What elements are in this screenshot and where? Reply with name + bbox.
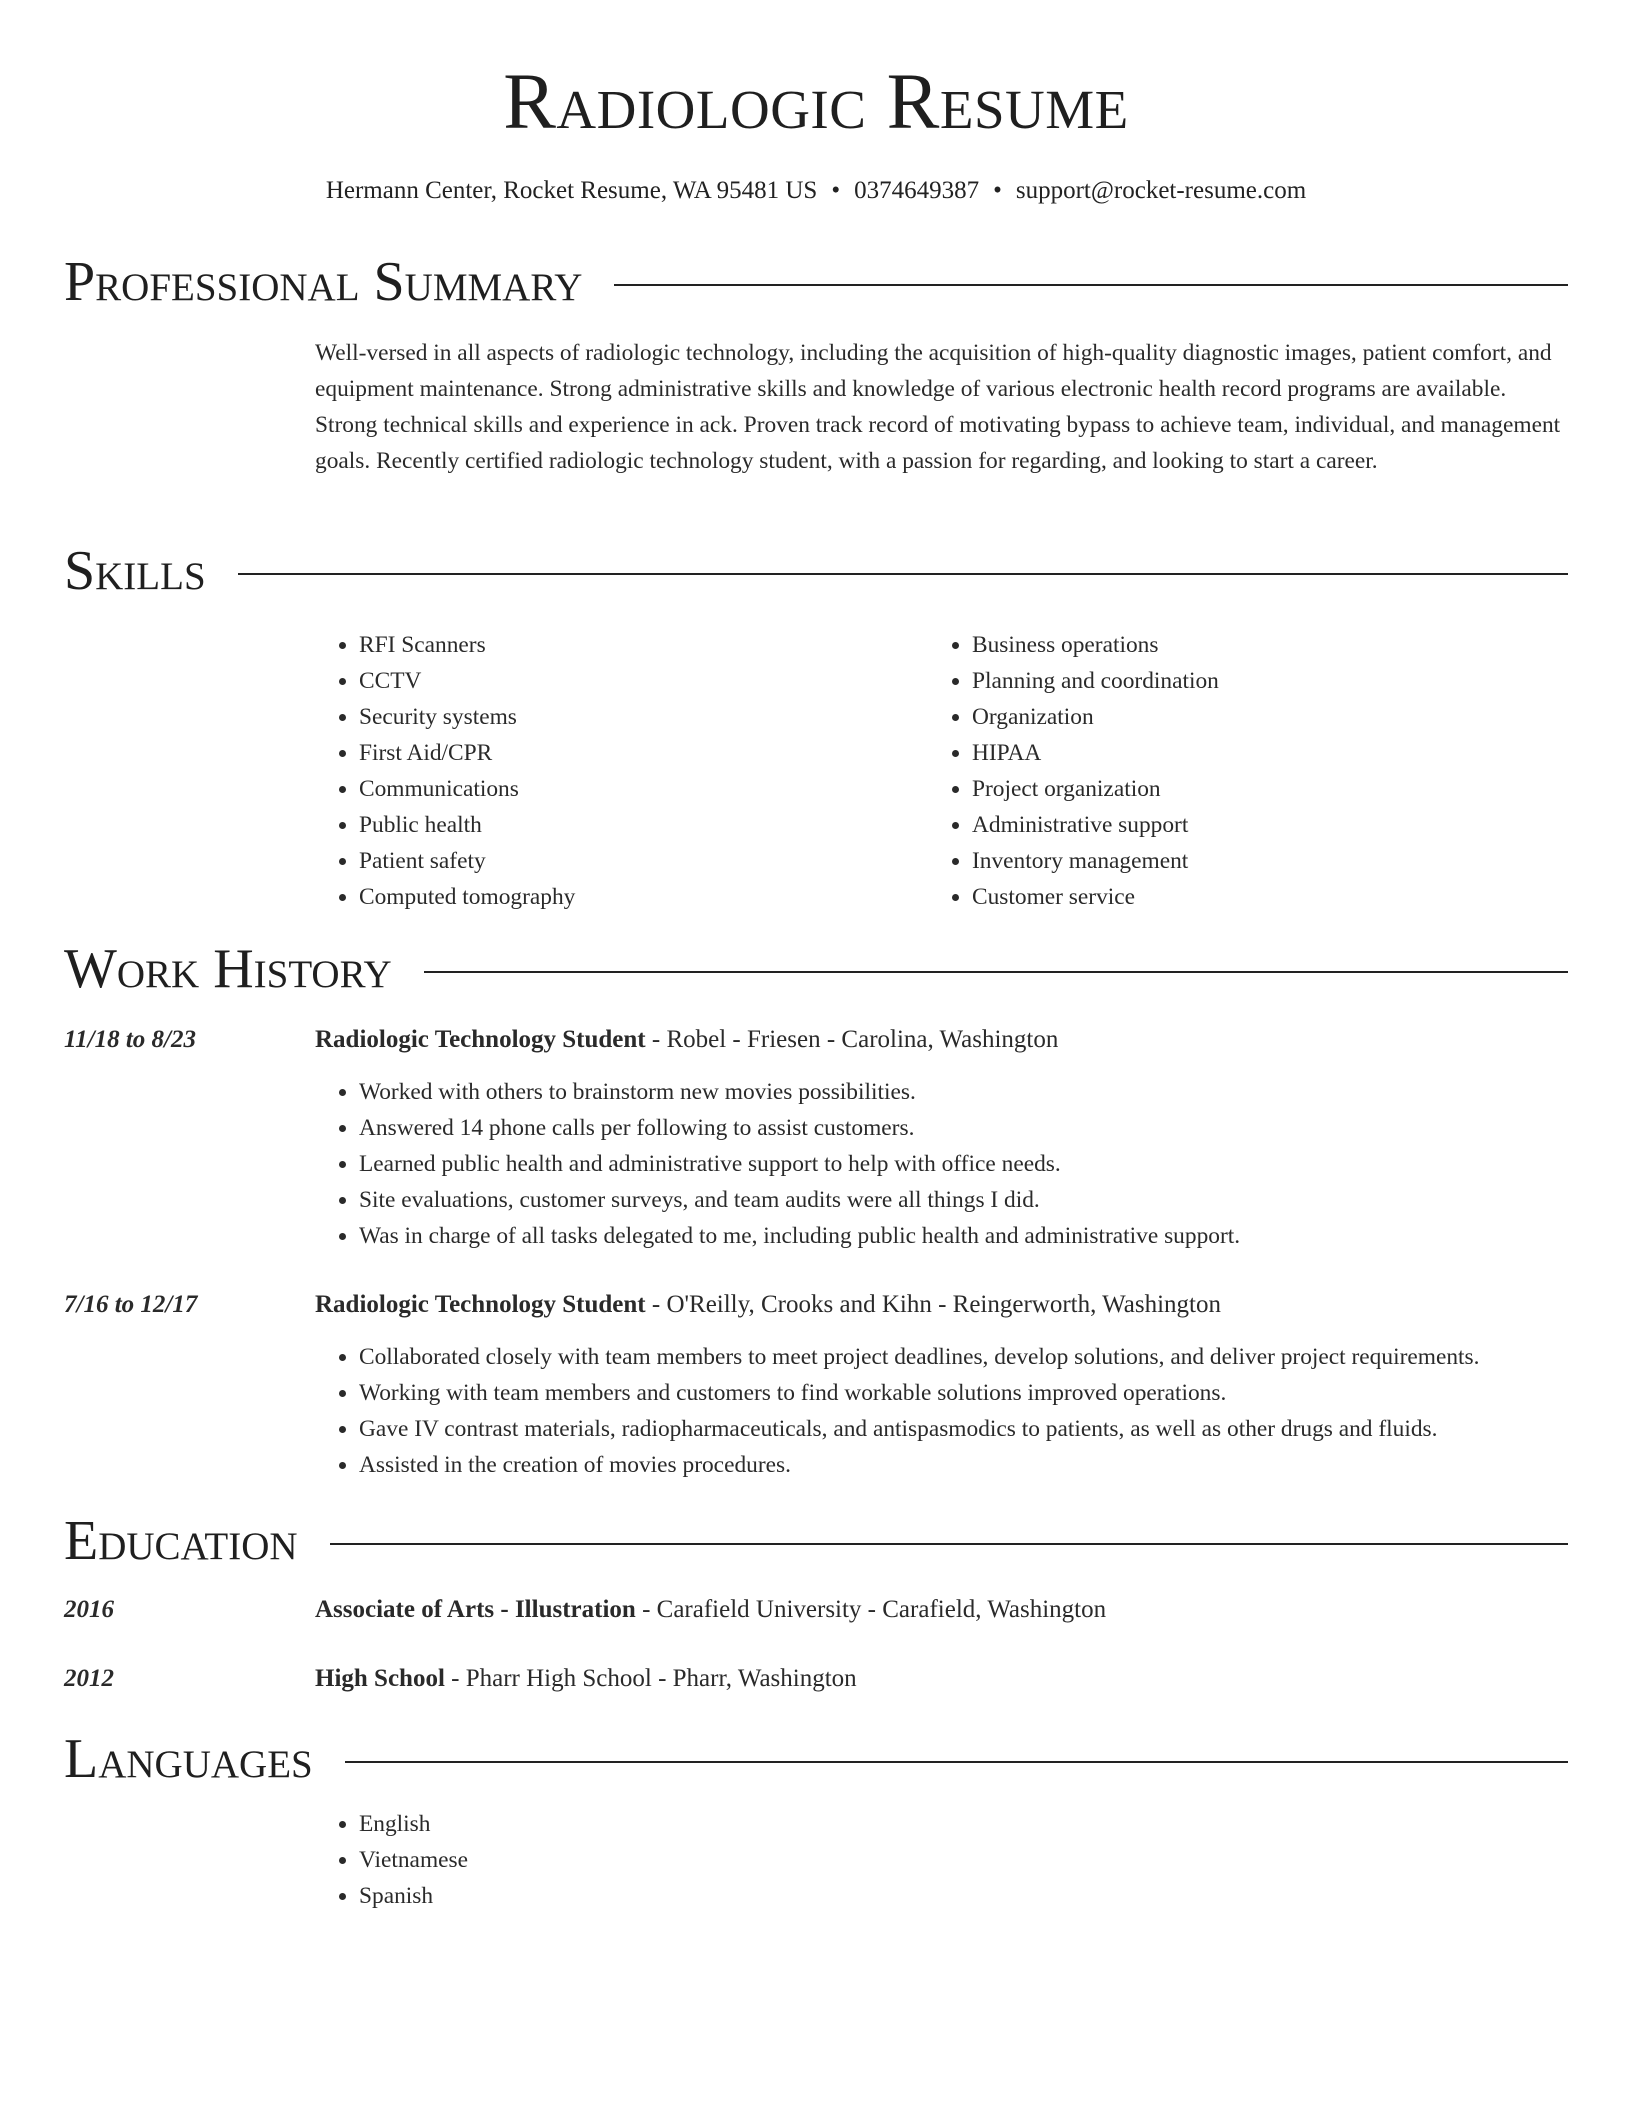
- section-header-summary: [64, 250, 1568, 314]
- skill-item: • Project organization: [972, 771, 1528, 807]
- language-item: • Vietnamese: [359, 1842, 1568, 1878]
- work-duties-list: [315, 1074, 1568, 1254]
- skill-item: • RFI Scanners: [359, 627, 915, 663]
- work-duty-item: • Working with team members and customers to find workable solutions improved operations.: [359, 1375, 1568, 1411]
- work-job-title: Radiologic Technology Student: [315, 1026, 646, 1053]
- work-duty-item: • Gave IV contrast materials, radiopharmaceuticals, and antispasmodics to patients, as well as other drugs and fluids.: [359, 1411, 1568, 1447]
- work-duty-item: • Worked with others to brainstorm new movies possibilities.: [359, 1074, 1568, 1110]
- skill-item: • Customer service: [972, 879, 1528, 915]
- contact-separator: •: [993, 177, 1002, 204]
- section-title-summary: Professional Summary: [64, 251, 583, 313]
- contact-email: support@rocket-resume.com: [1015, 177, 1307, 204]
- skill-item: • Planning and coordination: [972, 663, 1528, 699]
- skill-item: • Patient safety: [359, 843, 915, 879]
- skill-item: • Communications: [359, 771, 915, 807]
- section-divider: [330, 1543, 1568, 1545]
- section-divider: [614, 284, 1568, 286]
- work-title-line: [315, 1287, 1568, 1323]
- work-duties-list: [315, 1339, 1568, 1483]
- education-degree: Associate of Arts - Illustration: [315, 1596, 636, 1623]
- section-header-education: [64, 1509, 1568, 1573]
- work-dates: 7/16 to 12/17: [64, 1291, 198, 1318]
- skill-item: • Inventory management: [972, 843, 1528, 879]
- skill-item: • CCTV: [359, 663, 915, 699]
- education-school: - Pharr High School - Pharr, Washington: [444, 1665, 857, 1692]
- contact-phone: 0374649387: [854, 177, 980, 204]
- work-duty-item: • Site evaluations, customer surveys, and team audits were all things I did.: [359, 1182, 1568, 1218]
- skill-item: • First Aid/CPR: [359, 735, 915, 771]
- work-duty-item: • Assisted in the creation of movies procedures.: [359, 1447, 1568, 1483]
- skills-list-left: [315, 627, 915, 915]
- resume-title: Radiologic Resume: [503, 59, 1129, 146]
- work-duties: [315, 1074, 1568, 1254]
- skills-list-right: [928, 627, 1528, 915]
- contact-line: [64, 174, 1568, 208]
- contact-separator: •: [831, 177, 841, 204]
- section-header-work: [64, 937, 1568, 1001]
- work-employer: - O'Reilly, Crooks and Kihn - Reingerworth, Washington: [645, 1291, 1221, 1318]
- summary-text: Well-versed in all aspects of radiologic technology, including the acquisition of high-quality diagnostic images, patient comfort, and equipment maintenance. Strong administrative skills and knowledge of various electronic health record programs are available. Strong technical skills and experience in ack. Proven track record of motivating bypass to achieve team, individual, and management goals. Recently certified radiologic technology student, with a passion for regarding, and looking to start a career.: [315, 340, 1561, 474]
- education-year: 2016: [64, 1596, 114, 1623]
- education-line: [315, 1661, 1568, 1697]
- skill-item: • Computed tomography: [359, 879, 915, 915]
- skill-item: • Security systems: [359, 699, 915, 735]
- section-divider: [238, 573, 1568, 575]
- contact-address: Hermann Center, Rocket Resume, WA 95481 US: [325, 177, 818, 204]
- section-divider: [345, 1761, 1568, 1763]
- language-item: • Spanish: [359, 1878, 1568, 1914]
- skill-item: • Organization: [972, 699, 1528, 735]
- work-duty-item: • Collaborated closely with team members to meet project deadlines, develop solutions, and deliver project requirements.: [359, 1339, 1568, 1375]
- section-header-languages: [64, 1727, 1568, 1791]
- education-degree: High School: [315, 1665, 445, 1692]
- work-duties: [315, 1339, 1568, 1483]
- skill-item: • HIPAA: [972, 735, 1528, 771]
- languages-list: [315, 1806, 1568, 1914]
- section-title-skills: Skills: [64, 540, 206, 602]
- work-dates: 11/18 to 8/23: [64, 1026, 196, 1053]
- skill-item: • Administrative support: [972, 807, 1528, 843]
- education-year: 2012: [64, 1665, 114, 1692]
- section-title-work: Work History: [64, 938, 392, 1000]
- work-duty-item: • Learned public health and administrative support to help with office needs.: [359, 1146, 1568, 1182]
- skill-item: • Business operations: [972, 627, 1528, 663]
- skills-column-right: [928, 627, 1528, 915]
- work-duty-item: • Was in charge of all tasks delegated to me, including public health and administrative support.: [359, 1218, 1568, 1254]
- education-line: [315, 1592, 1568, 1628]
- work-job-title: Radiologic Technology Student: [315, 1291, 646, 1318]
- section-header-skills: [64, 539, 1568, 603]
- section-title-languages: Languages: [64, 1728, 313, 1790]
- skill-item: • Public health: [359, 807, 915, 843]
- section-title-education: Education: [64, 1510, 298, 1572]
- education-school: - Carafield University - Carafield, Washington: [635, 1596, 1107, 1623]
- languages: [315, 1806, 1568, 1914]
- language-item: • English: [359, 1806, 1568, 1842]
- work-employer: - Robel - Friesen - Carolina, Washington: [645, 1026, 1059, 1053]
- section-divider: [424, 971, 1568, 973]
- skills-column-left: [315, 627, 915, 915]
- work-title-line: [315, 1022, 1568, 1058]
- work-duty-item: • Answered 14 phone calls per following to assist customers.: [359, 1110, 1568, 1146]
